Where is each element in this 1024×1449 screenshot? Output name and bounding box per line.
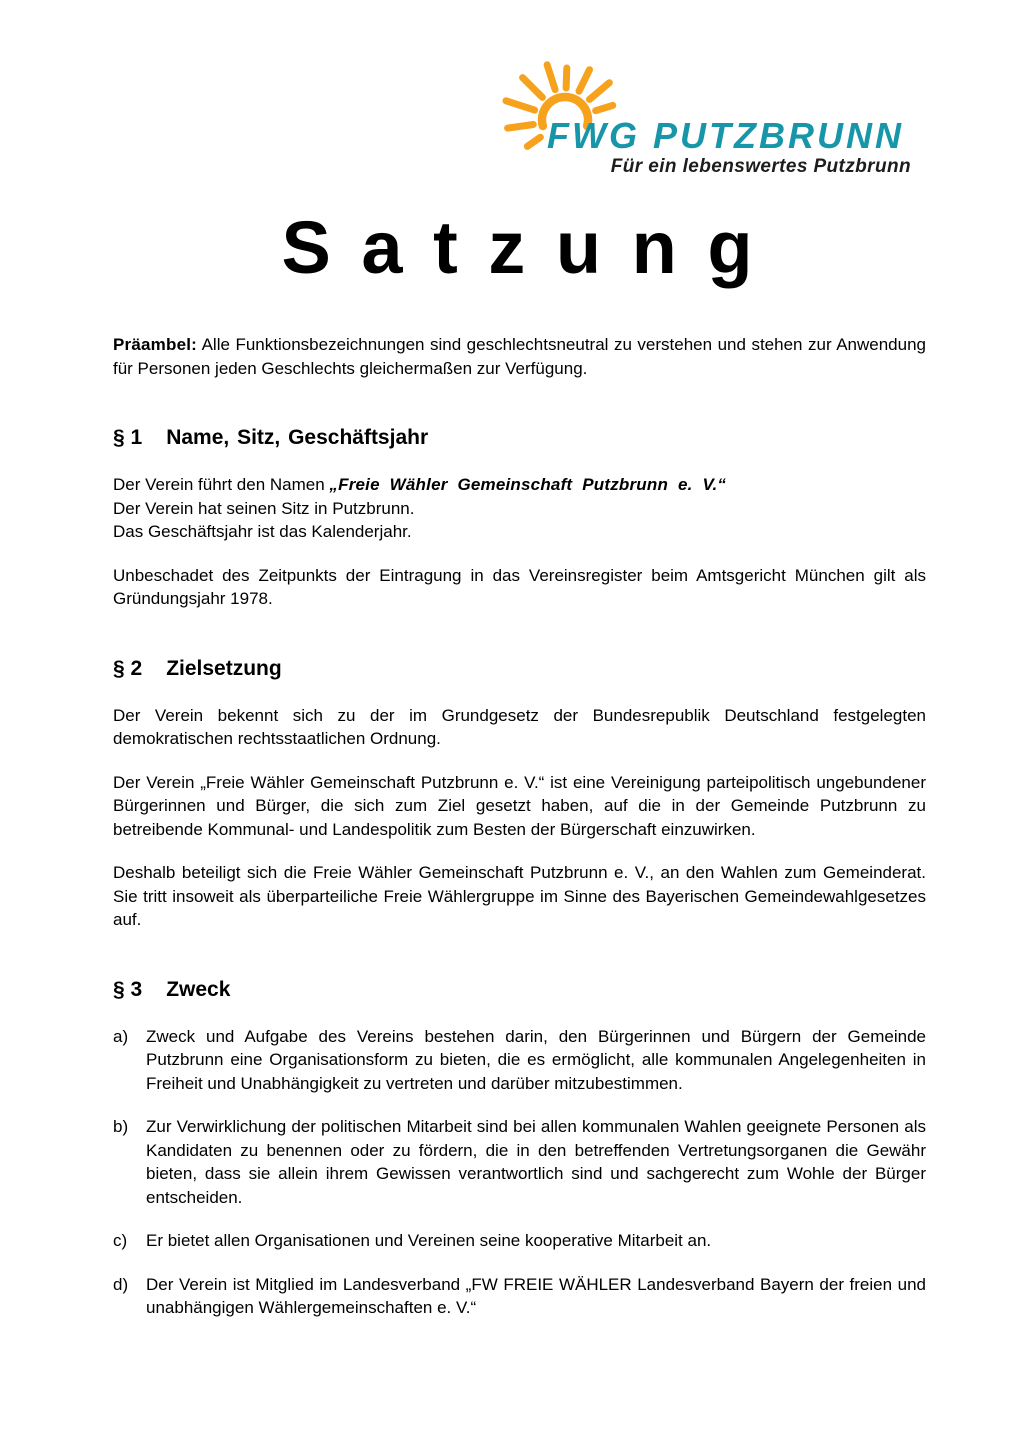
list-text-d: Der Verein ist Mitglied im Landesverband „FW FREIE WÄHLER Landesverband Bayern der freien und unabhängigen Wählergemeinschaften e. V.“ bbox=[146, 1274, 926, 1318]
list-marker-b: b) bbox=[113, 1117, 129, 1137]
section-2-title: Zielsetzung bbox=[166, 656, 282, 680]
document-content bbox=[113, 0, 926, 1320]
section-3-title: Zweck bbox=[166, 977, 231, 1001]
list-text-b: Zur Verwirklichung der politischen Mitarbeit sind bei allen kommunalen Wahlen geeignete Personen als Kandidaten zu benennen oder zu fördern, die in den betreffenden Vertretungsorganen die Gewähr bieten, dass sie allein ihrem Gewissen verantwortlich sind und sachgerecht zum Wohle der Bürger entscheiden. bbox=[146, 1117, 926, 1207]
list-text-c: Er bietet allen Organisationen und Vereinen seine kooperative Mitarbeit an. bbox=[146, 1231, 712, 1251]
list-item-b bbox=[113, 1115, 926, 1209]
section-1-line-1 bbox=[113, 473, 926, 497]
verein-name: „Freie Wähler Gemeinschaft Putzbrunn e. V.“ bbox=[329, 475, 727, 495]
section-1-paragraph-2: Unbeschadet des Zeitpunkts der Eintragung in das Vereinsregister beim Amtsgericht München gilt als Gründungsjahr 1978. bbox=[113, 565, 926, 609]
section-2-paragraph-1: Der Verein bekennt sich zu der im Grundgesetz der Bundesrepublik Deutschland festgelegten demokratischen rechtsstaatlichen Ordnung. bbox=[113, 705, 926, 749]
document-title: S a t z u n g bbox=[281, 206, 758, 289]
list-marker-c: c) bbox=[113, 1231, 128, 1251]
section-2-paragraph-3: Deshalb beteiligt sich die Freie Wähler Gemeinschaft Putzbrunn e. V., an den Wahlen zum Gemeinderat. Sie tritt insoweit als überparteiliche Freie Wählergruppe im Sinne des Bayerischen Gemeindewahlgesetzes auf. bbox=[113, 863, 926, 930]
section-1-line-2: Der Verein hat seinen Sitz in Putzbrunn. bbox=[113, 498, 415, 518]
section-1-paragraph-1 bbox=[113, 473, 926, 544]
logo-tagline: Für ein lebenswertes Putzbrunn bbox=[610, 156, 911, 177]
section-1-number: § 1 bbox=[113, 426, 143, 450]
section-2-paragraph-2: Der Verein „Freie Wähler Gemeinschaft Putzbrunn e. V.“ ist eine Vereinigung parteipolitisch ungebundener Bürgerinnen und Bürger, die sich zum Ziel gesetzt haben, auf die in der Gemeinde Putzbrunn zu betreibende Kommunal- und Landespolitik zum Besten der Bürgerschaft einzuwirken. bbox=[113, 772, 926, 839]
preamble-paragraph bbox=[113, 333, 926, 380]
list-marker-a: a) bbox=[113, 1026, 129, 1046]
list-item-a bbox=[113, 1025, 926, 1096]
section-2-number: § 2 bbox=[113, 656, 143, 680]
list-item-c bbox=[113, 1229, 926, 1253]
list-item-d bbox=[113, 1273, 926, 1320]
section-1-line-1-prefix: Der Verein führt den Namen bbox=[113, 475, 330, 495]
section-3-number: § 3 bbox=[113, 977, 143, 1001]
logo-brand-text: FWG PUTZBRUNN bbox=[547, 115, 904, 156]
section-1-heading bbox=[113, 424, 926, 451]
section-1-line-3: Das Geschäftsjahr ist das Kalenderjahr. bbox=[113, 522, 412, 542]
section-3-heading bbox=[113, 976, 926, 1003]
preamble-label: Präambel: bbox=[113, 335, 198, 355]
list-text-a: Zweck und Aufgabe des Vereins bestehen darin, den Bürgerinnen und Bürgern der Gemeinde Putzbrunn eine Organisationsform zu bieten, die es ermöglicht, alle kommunalen Angelegenheiten in Freiheit und Unabhängigkeit zu vertreten und darüber mitzubestimmen. bbox=[146, 1026, 926, 1093]
preamble-text: Alle Funktionsbezeichnungen sind geschlechtsneutral zu verstehen und stehen zur Anwendung für Personen jeden Geschlechts gleichermaßen zur Verfügung. bbox=[113, 335, 926, 378]
section-2-heading bbox=[113, 655, 926, 682]
list-marker-d: d) bbox=[113, 1274, 129, 1294]
section-1-title: Name, Sitz, Geschäftsjahr bbox=[166, 426, 429, 450]
